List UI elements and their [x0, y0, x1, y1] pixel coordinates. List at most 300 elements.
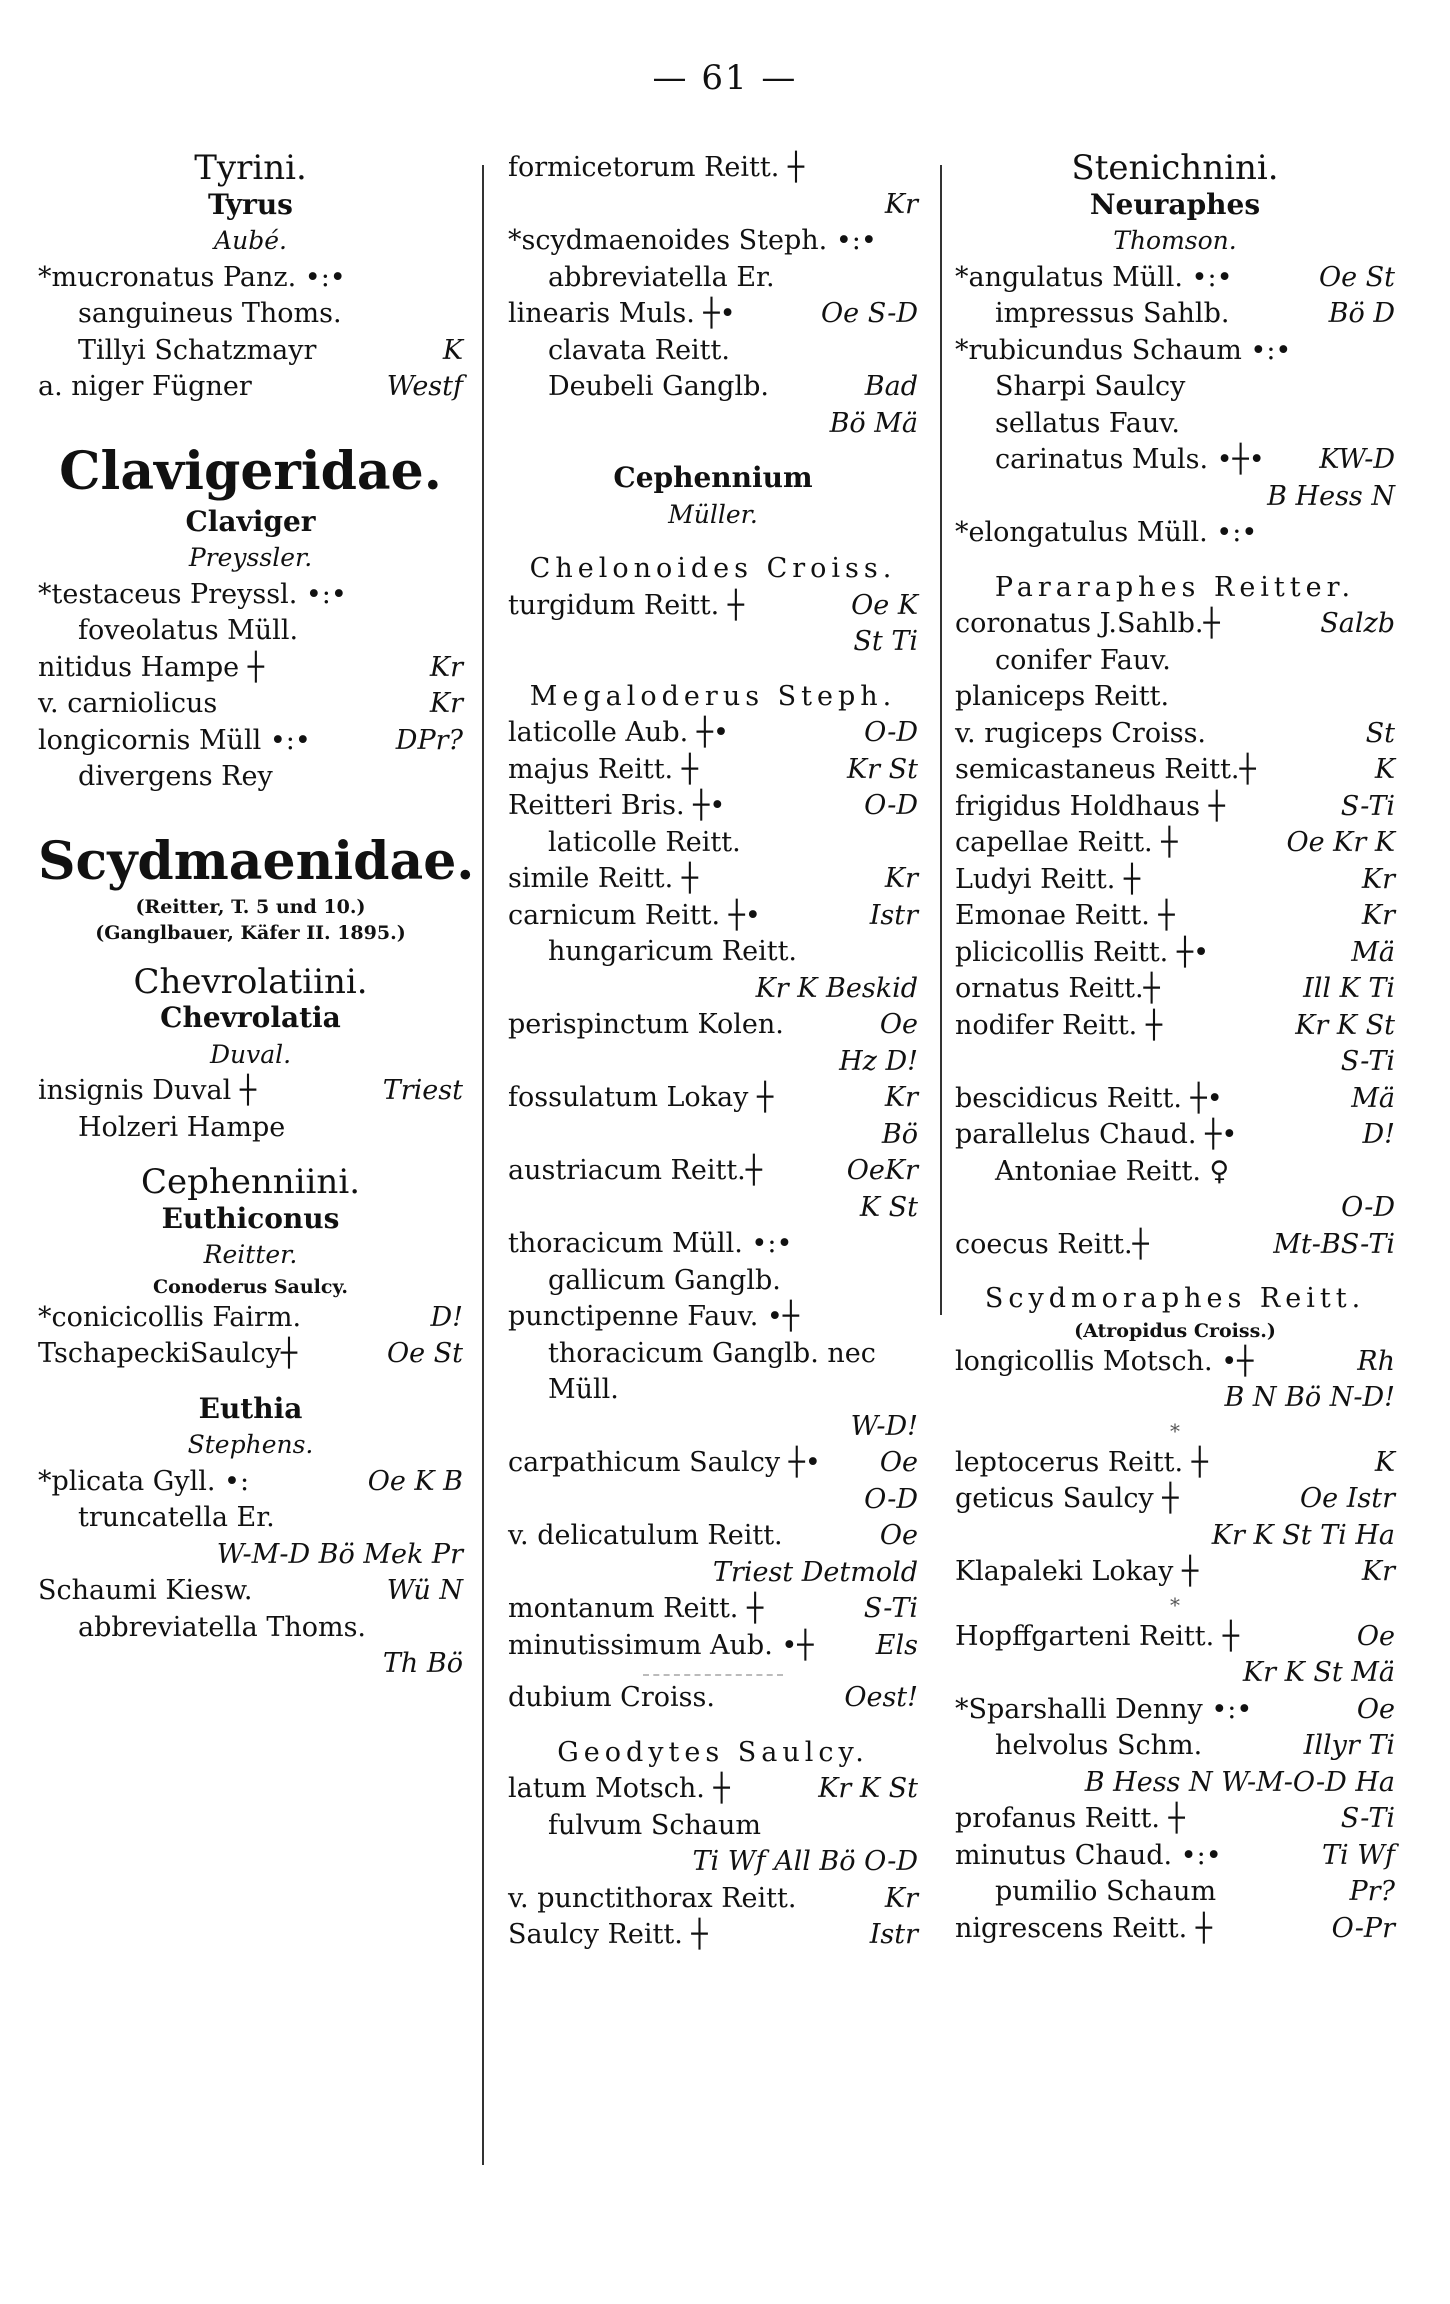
genus-author: Preyssler.	[188, 543, 313, 572]
species-entry	[38, 1464, 463, 1501]
distribution: W-M-D Bö Mek Pr	[216, 1538, 463, 1570]
species-name: nitidus Hampe ┼	[38, 651, 264, 683]
species-entry	[955, 515, 1395, 552]
distribution: K	[442, 334, 463, 366]
species-name: abbreviatella Thoms.	[78, 1611, 367, 1643]
genus-author: Duval.	[209, 1039, 292, 1069]
species-name: carinatus Muls. •┼•	[995, 444, 1265, 475]
species-name: plicicollis Reitt. ┼•	[955, 936, 1210, 968]
distribution: W-D!	[850, 1410, 918, 1442]
species-entry	[508, 1117, 918, 1154]
species-entry	[955, 1554, 1395, 1591]
species-name: Ludyi Reitt. ┼	[955, 863, 1141, 895]
distribution: Oe	[879, 1447, 918, 1478]
species-name: v. delicatulum Reitt.	[508, 1520, 783, 1551]
species-entry	[955, 1008, 1395, 1045]
species-entry	[38, 723, 463, 760]
column-divider-left	[482, 165, 484, 2165]
distribution: Kr	[884, 188, 918, 220]
distribution: Bö D	[1328, 298, 1395, 329]
distribution: OeKr	[846, 1155, 918, 1186]
species-entry	[955, 479, 1395, 516]
distribution: S-Ti	[1340, 1046, 1395, 1077]
distribution: Oe	[1356, 1620, 1395, 1652]
species-name: nigrescens Reitt. ┼	[955, 1912, 1213, 1944]
species-entry	[955, 862, 1395, 899]
species-entry	[955, 1344, 1395, 1381]
species-name: gallicum Ganglb.	[548, 1264, 781, 1296]
distribution: O-D	[864, 717, 918, 748]
distribution: B N Bö N-D!	[1224, 1382, 1395, 1413]
species-name: Reitteri Bris. ┼•	[508, 790, 726, 821]
tribe-heading: Tyrini.	[194, 148, 307, 188]
dashed-rule	[643, 1674, 783, 1676]
distribution: Hz D!	[839, 1045, 918, 1077]
genus-author: Thomson.	[1113, 226, 1237, 255]
species-name: latum Motsch. ┼	[508, 1773, 730, 1804]
species-entry	[955, 1190, 1395, 1227]
distribution: O-D	[1341, 1192, 1395, 1223]
species-name: punctipenne Fauv. •┼	[508, 1301, 800, 1332]
column-left	[38, 148, 475, 1683]
species-name: Saulcy Reitt. ┼	[508, 1919, 708, 1950]
species-name: Hopffgarteni Reitt. ┼	[955, 1620, 1240, 1652]
spacer	[955, 1263, 1395, 1281]
distribution: Istr	[869, 1919, 918, 1950]
species-name: leptocerus Reitt. ┼	[955, 1446, 1208, 1478]
distribution: Kr K St Ti Ha	[1211, 1519, 1395, 1551]
species-name: longicornis Müll •:•	[38, 724, 311, 756]
species-entry	[38, 759, 463, 796]
species-name: Deubeli Ganglb.	[548, 371, 769, 402]
species-entry	[955, 1445, 1395, 1482]
distribution: Istr	[869, 899, 918, 931]
species-name: bescidicus Reitt. ┼•	[955, 1082, 1223, 1114]
species-entry	[955, 1044, 1395, 1081]
family-heading: Clavigeridae.	[59, 440, 442, 502]
species-entry	[955, 369, 1395, 406]
reference-note: (Reitter, T. 5 und 10.)	[135, 895, 366, 918]
species-entry	[508, 624, 918, 661]
species-entry	[508, 934, 918, 971]
species-entry	[955, 260, 1395, 297]
genus-heading: Claviger	[185, 504, 316, 538]
distribution: Triest	[382, 1075, 463, 1106]
species-entry	[955, 643, 1395, 680]
distribution: Ill K Ti	[1303, 973, 1395, 1004]
species-entry	[38, 1610, 463, 1647]
species-name: *elongatulus Müll. •:•	[955, 517, 1258, 548]
distribution: Bö	[881, 1118, 918, 1150]
distribution: Mä	[1351, 1082, 1395, 1114]
distribution: DPr?	[395, 724, 463, 756]
distribution: Bö Mä	[829, 407, 918, 439]
species-entry	[955, 1728, 1395, 1765]
distribution: KW-D	[1319, 444, 1395, 475]
species-entry	[38, 1110, 463, 1147]
distribution: Ti Wf All Bö O-D	[692, 1846, 918, 1877]
species-entry	[508, 1263, 918, 1300]
species-name: *Sparshalli Denny •:•	[955, 1693, 1253, 1725]
species-entry	[955, 1911, 1395, 1948]
species-entry	[38, 650, 463, 687]
distribution: Triest Detmold	[712, 1556, 918, 1588]
species-name: minutus Chaud. •:•	[955, 1839, 1222, 1871]
distribution: Oest!	[844, 1682, 918, 1713]
distribution: S-Ti	[1340, 1803, 1395, 1834]
separator-asterisk: *	[1170, 1592, 1180, 1617]
distribution: Oe St	[1318, 261, 1395, 293]
distribution: Pr?	[1349, 1876, 1395, 1907]
species-entry	[508, 1482, 918, 1519]
species-entry	[508, 971, 918, 1008]
species-entry	[38, 333, 463, 370]
genus-author: Aubé.	[214, 226, 287, 255]
species-name: v. punctithorax Reitt.	[508, 1882, 797, 1914]
species-name: *mucronatus Panz. •:•	[38, 261, 346, 293]
subgenus-heading: Megaloderus Steph.	[529, 680, 897, 712]
species-entry	[955, 1838, 1395, 1875]
distribution: St	[1365, 717, 1395, 749]
spacer	[38, 406, 463, 440]
column-middle	[508, 150, 918, 1954]
distribution: Kr St	[846, 753, 918, 785]
species-entry	[955, 1765, 1395, 1802]
distribution: Wü N	[386, 1575, 463, 1606]
species-entry	[38, 369, 463, 406]
distribution: Els	[875, 1629, 918, 1661]
species-name: clavata Reitt.	[548, 334, 730, 366]
species-name: Klapaleki Lokay ┼	[955, 1556, 1199, 1587]
distribution: S-Ti	[1340, 790, 1395, 822]
distribution: Ti Wf	[1322, 1839, 1395, 1871]
species-entry	[508, 333, 918, 370]
distribution: Kr	[429, 688, 463, 719]
column-divider-right	[940, 165, 942, 1315]
distribution: Kr	[1361, 900, 1395, 931]
species-name: planiceps Reitt.	[955, 681, 1170, 712]
species-entry	[508, 369, 918, 406]
species-entry	[38, 1073, 463, 1110]
species-entry	[955, 898, 1395, 935]
distribution: S-Ti	[863, 1593, 918, 1624]
species-name: v. rugiceps Croiss.	[955, 717, 1207, 749]
species-entry	[955, 1655, 1395, 1692]
species-entry	[508, 187, 918, 224]
distribution: Kr	[429, 651, 463, 683]
distribution: O-Pr	[1331, 1912, 1395, 1944]
species-entry	[38, 1573, 463, 1610]
species-name: Schaumi Kiesw.	[38, 1575, 253, 1606]
species-entry	[38, 1336, 463, 1373]
species-name: laticolle Aub. ┼•	[508, 717, 729, 748]
distribution: Oe	[879, 1009, 918, 1040]
species-name: formicetorum Reitt. ┼	[508, 152, 805, 183]
species-entry	[955, 333, 1395, 370]
distribution: Kr	[1361, 1556, 1395, 1587]
species-entry	[955, 752, 1395, 789]
family-heading: Scydmaenidae.	[38, 830, 475, 892]
distribution: Kr K St	[818, 1773, 918, 1804]
species-entry	[508, 1190, 918, 1227]
species-name: fulvum Schaum	[548, 1809, 761, 1841]
genus-author: Stephens.	[187, 1430, 314, 1459]
distribution: Oe K	[851, 589, 918, 621]
distribution: Kr	[884, 863, 918, 894]
distribution: Oe S-D	[821, 298, 918, 329]
species-entry	[508, 825, 918, 862]
species-entry	[955, 789, 1395, 826]
distribution: Kr K St Mä	[1242, 1657, 1395, 1688]
species-entry	[955, 1801, 1395, 1838]
species-entry	[955, 1154, 1395, 1191]
distribution: Oe	[879, 1520, 918, 1551]
distribution: Westf	[386, 371, 463, 402]
species-name: v. carniolicus	[38, 688, 218, 719]
species-entry	[508, 1771, 918, 1808]
distribution: Kr	[1361, 863, 1395, 895]
species-entry	[38, 613, 463, 650]
species-entry	[508, 1409, 918, 1446]
species-entry	[508, 861, 918, 898]
genus-heading: Tyrus	[208, 187, 293, 221]
species-name: hungaricum Reitt.	[548, 936, 798, 967]
distribution: Kr K St	[1295, 1009, 1395, 1041]
distribution: Oe Istr	[1300, 1483, 1395, 1514]
distribution: K	[1374, 754, 1395, 785]
species-name: impressus Sahlb.	[995, 298, 1230, 329]
species-entry	[955, 1081, 1395, 1118]
reference-note: (Ganglbauer, Käfer II. 1895.)	[95, 921, 406, 944]
species-entry	[508, 1226, 918, 1263]
species-name: abbreviatella Er.	[548, 261, 775, 293]
genus-heading: Euthia	[198, 1391, 303, 1425]
subgenus-heading: Chelonoides Croiss.	[529, 553, 897, 584]
species-entry	[955, 716, 1395, 753]
genus-author: Müller.	[668, 499, 758, 529]
distribution: Kr	[884, 1082, 918, 1113]
distribution: Oe St	[386, 1338, 463, 1369]
genus-heading: Chevrolatia	[160, 1001, 341, 1034]
tribe-heading: Stenichnini.	[1071, 148, 1279, 188]
species-entry	[38, 577, 463, 614]
species-entry	[955, 1692, 1395, 1729]
species-name: austriacum Reitt.┼	[508, 1155, 763, 1186]
tribe-heading: Chevrolatiini.	[133, 961, 368, 1002]
reference-note: Conoderus Saulcy.	[153, 1275, 348, 1298]
distribution: K St	[859, 1191, 918, 1223]
distribution: Salzb	[1320, 608, 1395, 639]
distribution: K	[1374, 1446, 1395, 1478]
species-name: sellatus Fauv.	[995, 407, 1180, 439]
subgenus-heading: Scydmoraphes Reitt.	[984, 1283, 1366, 1314]
species-name: carnicum Reitt. ┼•	[508, 899, 761, 931]
distribution: Kr	[884, 1882, 918, 1914]
species-entry	[508, 1372, 918, 1409]
species-entry	[508, 1628, 918, 1665]
spacer	[508, 1717, 918, 1735]
species-entry	[955, 1874, 1395, 1911]
species-name: longicollis Motsch. •┼	[955, 1345, 1254, 1377]
species-name: minutissimum Aub. •┼	[508, 1629, 814, 1661]
species-name: insignis Duval ┼	[38, 1075, 257, 1106]
species-name: semicastaneus Reitt.┼	[955, 754, 1256, 785]
species-entry	[38, 1646, 463, 1683]
distribution: Mt-BS-Ti	[1273, 1228, 1395, 1260]
reference-note: (Atropidus Croiss.)	[1074, 1319, 1276, 1342]
species-name: turgidum Reitt. ┼	[508, 589, 744, 621]
spacer	[508, 442, 918, 460]
spacer	[508, 661, 918, 679]
species-entry	[508, 1680, 918, 1717]
species-name: truncatella Er.	[78, 1502, 275, 1533]
species-entry	[508, 406, 918, 443]
species-name: thoracicum Ganglb. nec	[548, 1337, 876, 1369]
species-name: fossulatum Lokay ┼	[508, 1082, 774, 1113]
distribution: Mä	[1351, 936, 1395, 968]
species-name: *angulatus Müll. •:•	[955, 261, 1233, 293]
species-name: Tillyi Schatzmayr	[78, 334, 317, 366]
separator-asterisk: *	[1170, 1418, 1180, 1443]
species-entry	[955, 296, 1395, 333]
species-name: *rubicundus Schaum •:•	[955, 334, 1292, 366]
species-name: coronatus J.Sahlb.┼	[955, 608, 1220, 639]
distribution: Oe	[1356, 1693, 1395, 1725]
species-entry	[955, 825, 1395, 862]
distribution: O-D	[864, 790, 918, 821]
distribution: B Hess N	[1267, 480, 1395, 512]
species-name: parallelus Chaud. ┼•	[955, 1119, 1238, 1150]
species-entry	[508, 715, 918, 752]
species-name: *scydmaenoides Steph. •:•	[508, 225, 877, 256]
distribution: Oe Kr K	[1286, 827, 1395, 858]
species-entry	[508, 1844, 918, 1881]
species-name: perispinctum Kolen.	[508, 1009, 784, 1040]
species-name: carpathicum Saulcy ┼•	[508, 1447, 821, 1478]
species-entry	[38, 1537, 463, 1574]
species-entry	[508, 296, 918, 333]
species-entry	[508, 1044, 918, 1081]
species-name: conifer Fauv.	[995, 644, 1171, 676]
species-entry	[508, 150, 918, 187]
distribution: Rh	[1357, 1345, 1395, 1377]
species-name: *testaceus Preyssl. •:•	[38, 578, 347, 610]
species-name: divergens Rey	[78, 761, 273, 792]
species-entry	[38, 686, 463, 723]
species-entry	[508, 788, 918, 825]
tribe-heading: Cephenniini.	[140, 1162, 361, 1202]
species-name: *plicata Gyll. •:	[38, 1465, 250, 1497]
species-entry	[508, 1299, 918, 1336]
distribution: Oe K B	[367, 1465, 463, 1497]
species-entry	[508, 223, 918, 260]
species-name: montanum Reitt. ┼	[508, 1593, 764, 1624]
species-entry	[508, 752, 918, 789]
column-right	[955, 150, 1395, 1947]
page-number: — 61 —	[652, 58, 798, 98]
species-entry	[955, 935, 1395, 972]
species-entry	[38, 1500, 463, 1537]
species-entry	[508, 1336, 918, 1373]
species-name: frigidus Holdhaus ┼	[955, 790, 1225, 822]
species-name: Müll.	[548, 1374, 619, 1405]
distribution: B Hess N W-M-O-D Ha	[1084, 1766, 1395, 1798]
species-entry	[955, 1481, 1395, 1518]
species-name: helvolus Schm.	[995, 1730, 1203, 1761]
species-name: ornatus Reitt.┼	[955, 973, 1160, 1004]
species-entry	[38, 1300, 463, 1337]
species-name: sanguineus Thoms.	[78, 298, 342, 329]
species-name: foveolatus Müll.	[78, 615, 299, 646]
species-name: Emonae Reitt. ┼	[955, 900, 1175, 931]
genus-heading: Euthiconus	[161, 1201, 340, 1235]
species-entry	[508, 1518, 918, 1555]
species-name: linearis Muls. ┼•	[508, 298, 736, 329]
spacer	[508, 533, 918, 551]
species-entry	[508, 260, 918, 297]
species-entry	[955, 1117, 1395, 1154]
species-name: a. niger Fügner	[38, 371, 252, 402]
species-entry	[508, 1080, 918, 1117]
species-entry	[955, 1227, 1395, 1264]
species-entry	[508, 1917, 918, 1954]
species-name: Antoniae Reitt. ♀	[995, 1155, 1230, 1187]
species-entry	[508, 588, 918, 625]
species-entry	[508, 1881, 918, 1918]
distribution: D!	[430, 1301, 463, 1333]
species-name: pumilio Schaum	[995, 1876, 1217, 1907]
distribution: Bad	[864, 371, 918, 402]
species-entry	[508, 1591, 918, 1628]
species-name: majus Reitt. ┼	[508, 753, 698, 785]
species-entry	[955, 971, 1395, 1008]
genus-author: Reitter.	[203, 1240, 298, 1269]
species-entry	[955, 406, 1395, 443]
distribution: St Ti	[853, 626, 918, 657]
species-entry	[955, 442, 1395, 479]
species-name: dubium Croiss.	[508, 1682, 715, 1713]
species-entry	[508, 1808, 918, 1845]
species-entry	[508, 898, 918, 935]
species-name: Holzeri Hampe	[78, 1111, 286, 1143]
species-name: nodifer Reitt. ┼	[955, 1009, 1163, 1041]
distribution: O-D	[864, 1483, 918, 1515]
spacer	[955, 552, 1395, 570]
species-entry	[955, 1619, 1395, 1656]
species-name: profanus Reitt. ┼	[955, 1803, 1185, 1834]
distribution: Kr K Beskid	[755, 972, 918, 1004]
species-entry	[508, 1445, 918, 1482]
species-entry	[38, 296, 463, 333]
species-entry	[508, 1555, 918, 1592]
subgenus-heading: Geodytes Saulcy.	[557, 1736, 869, 1768]
distribution: Th Bö	[382, 1648, 463, 1679]
species-name: Sharpi Saulcy	[995, 371, 1186, 402]
species-entry	[955, 1380, 1395, 1417]
species-name: geticus Saulcy ┼	[955, 1483, 1179, 1514]
subgenus-heading: Pararaphes Reitter.	[994, 571, 1356, 603]
species-entry	[508, 1153, 918, 1190]
species-entry	[955, 679, 1395, 716]
spacer	[38, 796, 463, 830]
spacer	[38, 1373, 463, 1391]
species-name: thoracicum Müll. •:•	[508, 1228, 793, 1259]
distribution: Illyr Ti	[1303, 1730, 1395, 1761]
species-name: *conicicollis Fairm.	[38, 1301, 302, 1333]
species-entry	[38, 260, 463, 297]
species-entry	[508, 1007, 918, 1044]
species-name: coecus Reitt.┼	[955, 1228, 1149, 1260]
